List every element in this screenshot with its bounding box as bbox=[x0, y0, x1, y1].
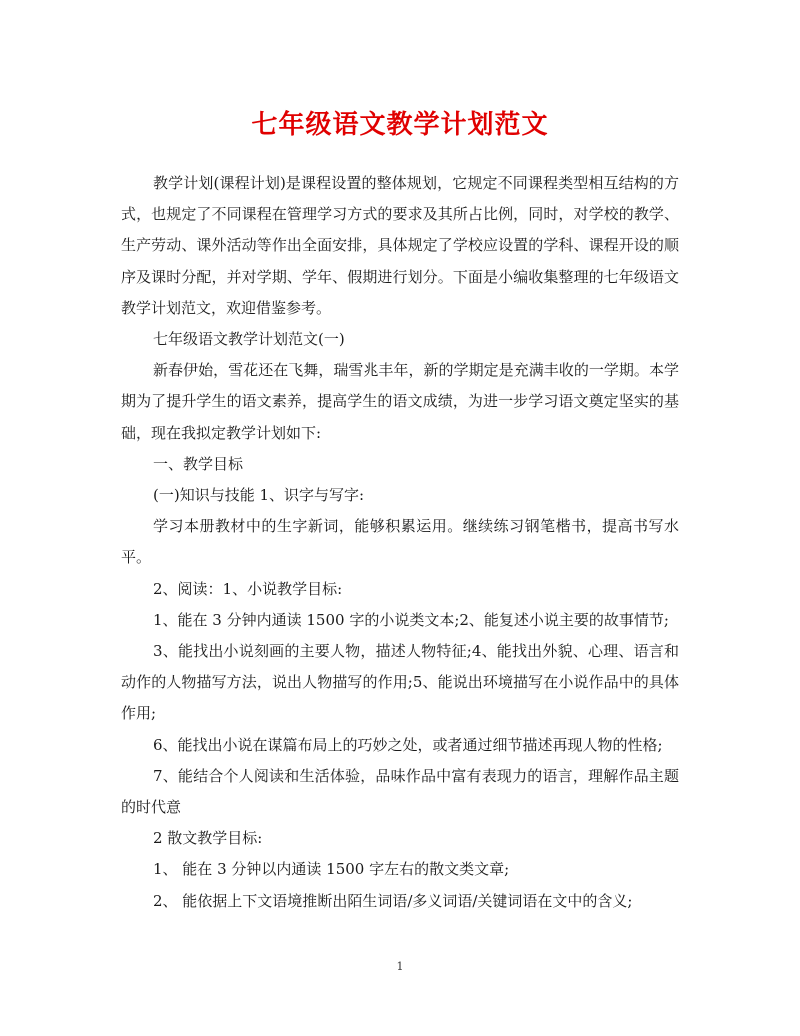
paragraph-prose-goal-2: 2、 能依据上下文语境推断出陌生词语/多义词语/关键词语在文中的含义; bbox=[153, 891, 633, 910]
paragraph-novel-goal-1: 1、能在 3 分钟内通读 1500 字的小说类文本;2、能复述小说主要的故事情节; bbox=[153, 610, 669, 629]
heading-reading: 2、阅读：1、小说教学目标: bbox=[153, 579, 343, 598]
heading-knowledge-skills: (一)知识与技能 1、识字与写字: bbox=[153, 486, 365, 505]
paragraph-novel-goal-7: 7、能结合个人阅读和生活体验，品味作品中富有表现力的语言，理解作品主题的时代意 bbox=[121, 766, 679, 817]
paragraph-opening: 新春伊始，雪花还在飞舞，瑞雪兆丰年，新的学期定是充满丰收的一学期。本学期为了提升学生的语文素养，提高学生的语文成绩，为进一步学习语文奠定坚实的基础，现在我拟定教学计划如下: bbox=[121, 361, 679, 442]
heading-prose-goals: 2 散文教学目标: bbox=[153, 829, 263, 848]
section-heading-sample-one: 七年级语文教学计划范文(一) bbox=[153, 330, 345, 349]
paragraph-prose-goal-1: 1、 能在 3 分钟以内通读 1500 字左右的散文类文章; bbox=[153, 860, 510, 879]
heading-teaching-goals: 一、教学目标 bbox=[153, 454, 244, 473]
page-number: 1 bbox=[396, 960, 404, 973]
paragraph-novel-goal-3: 3、能找出小说刻画的主要人物，描述人物特征;4、能找出外貌、心理、语言和动作的人物描写方法，说出人物描写的作用;5、能说出环境描写在小说作品中的具体作用; bbox=[121, 642, 679, 723]
paragraph-intro: 教学计划(课程计划)是课程设置的整体规划，它规定不同课程类型相互结构的方式，也规定了不同课程在管理学习方式的要求及其所占比例，同时，对学校的教学、生产劳动、课外活动等作出全面安排，具体规定了学校应设置的学科、课程开设的顺序及课时分配，并对学期、学年、假期进行划分。下面是小编收集整理的七年级语文教学计划范文，欢迎借鉴参考。 bbox=[121, 174, 679, 317]
paragraph-literacy: 学习本册教材中的生字新词，能够积累运用。继续练习钢笔楷书，提高书写水平。 bbox=[121, 517, 679, 567]
document-title: 七年级语文教学计划范文 bbox=[251, 110, 549, 140]
paragraph-novel-goal-6: 6、能找出小说在谋篇布局上的巧妙之处，或者通过细节描述再现人物的性格; bbox=[153, 735, 663, 754]
document-body bbox=[121, 168, 679, 917]
